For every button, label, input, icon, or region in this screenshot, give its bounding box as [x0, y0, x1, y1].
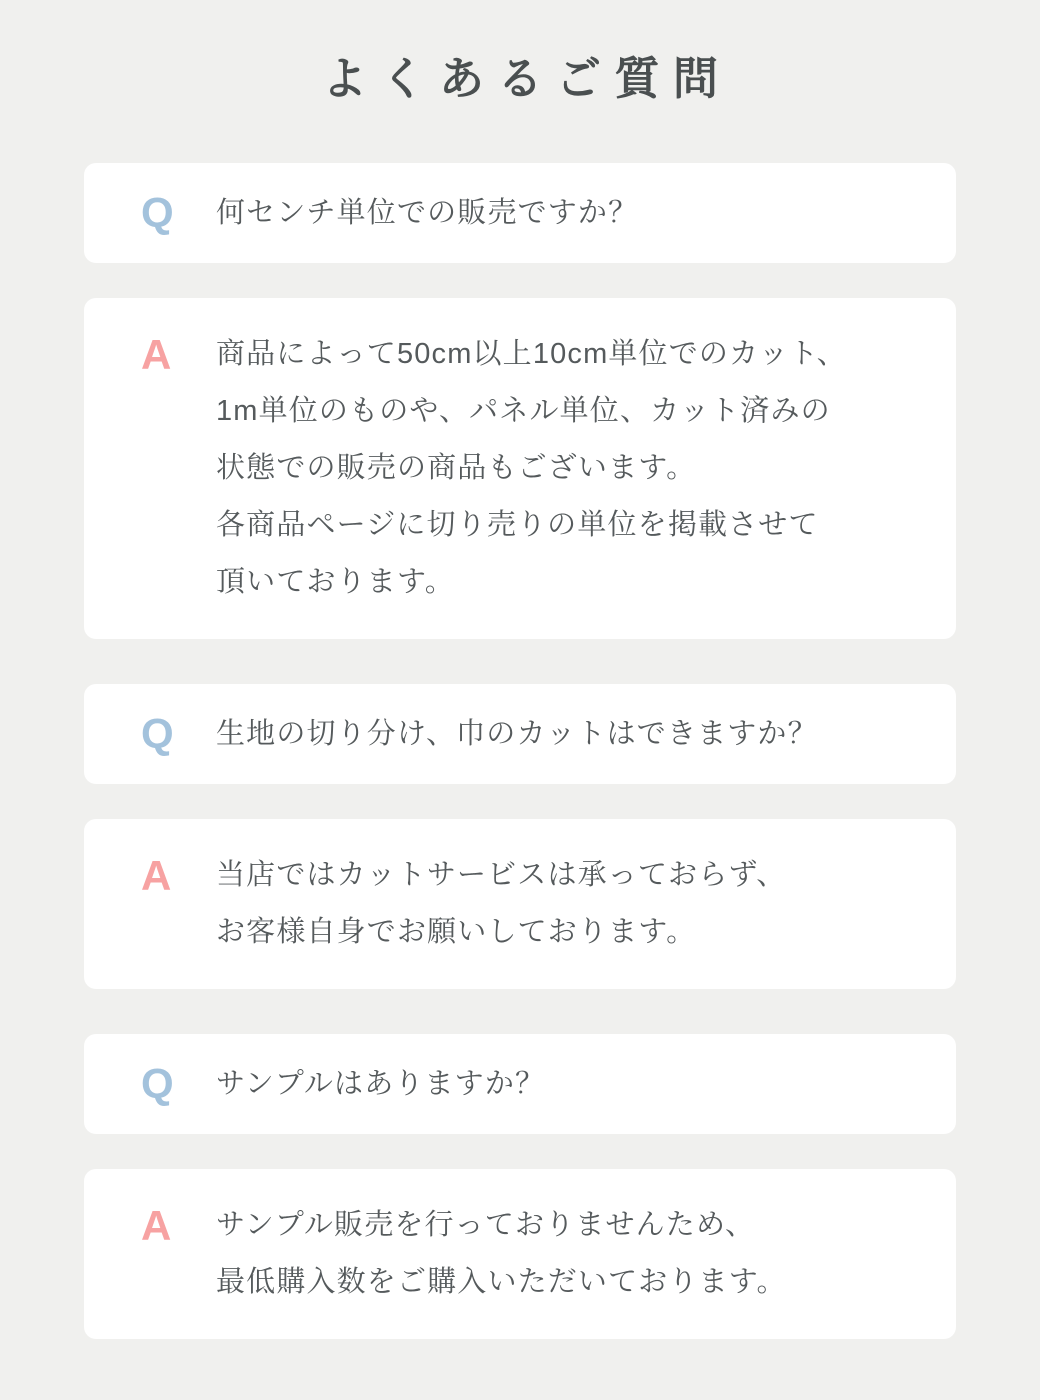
faq-list: [84, 163, 956, 1339]
answer-line: 状態での販売の商品もございます。: [216, 452, 697, 484]
faq-item: [84, 684, 956, 989]
q-mark: Q: [141, 189, 174, 236]
answer-text: [216, 847, 786, 961]
faq-item: [84, 163, 956, 639]
a-mark: A: [141, 1202, 172, 1249]
q-mark: Q: [141, 710, 174, 757]
answer-line: 最低購入数をご購入いただいております。: [216, 1266, 787, 1298]
answer-card: [84, 819, 956, 989]
a-mark: A: [141, 331, 172, 378]
answer-card: [84, 298, 956, 639]
answer-card: [84, 1169, 956, 1339]
answer-line: サンプル販売を行っておりませんため、: [216, 1209, 756, 1241]
question-text: 何センチ単位での販売ですか？: [216, 197, 639, 229]
a-mark: A: [141, 852, 172, 899]
question-card: [84, 163, 956, 263]
answer-text: [216, 326, 847, 611]
q-mark: Q: [141, 1060, 174, 1107]
question-card: [84, 684, 956, 784]
answer-line: 各商品ページに切り売りの単位を掲載させて: [216, 509, 819, 541]
answer-line: 頂いております。: [216, 566, 455, 598]
answer-line: 当店ではカットサービスは承っておらず、: [216, 859, 787, 891]
page-title: よくあるご質問: [321, 53, 732, 104]
answer-line: お客様自身でお願いしております。: [216, 916, 697, 948]
answer-text: [216, 1197, 787, 1311]
question-card: [84, 1034, 956, 1134]
answer-line: 商品によって50cm以上10cm単位でのカット、: [216, 338, 847, 370]
faq-item: [84, 1034, 956, 1339]
question-text: 生地の切り分け、巾のカットはできますか？: [216, 718, 818, 750]
question-text: サンプルはありますか？: [216, 1068, 546, 1100]
answer-line: 1m単位のものや、パネル単位、カット済みの: [216, 395, 831, 427]
